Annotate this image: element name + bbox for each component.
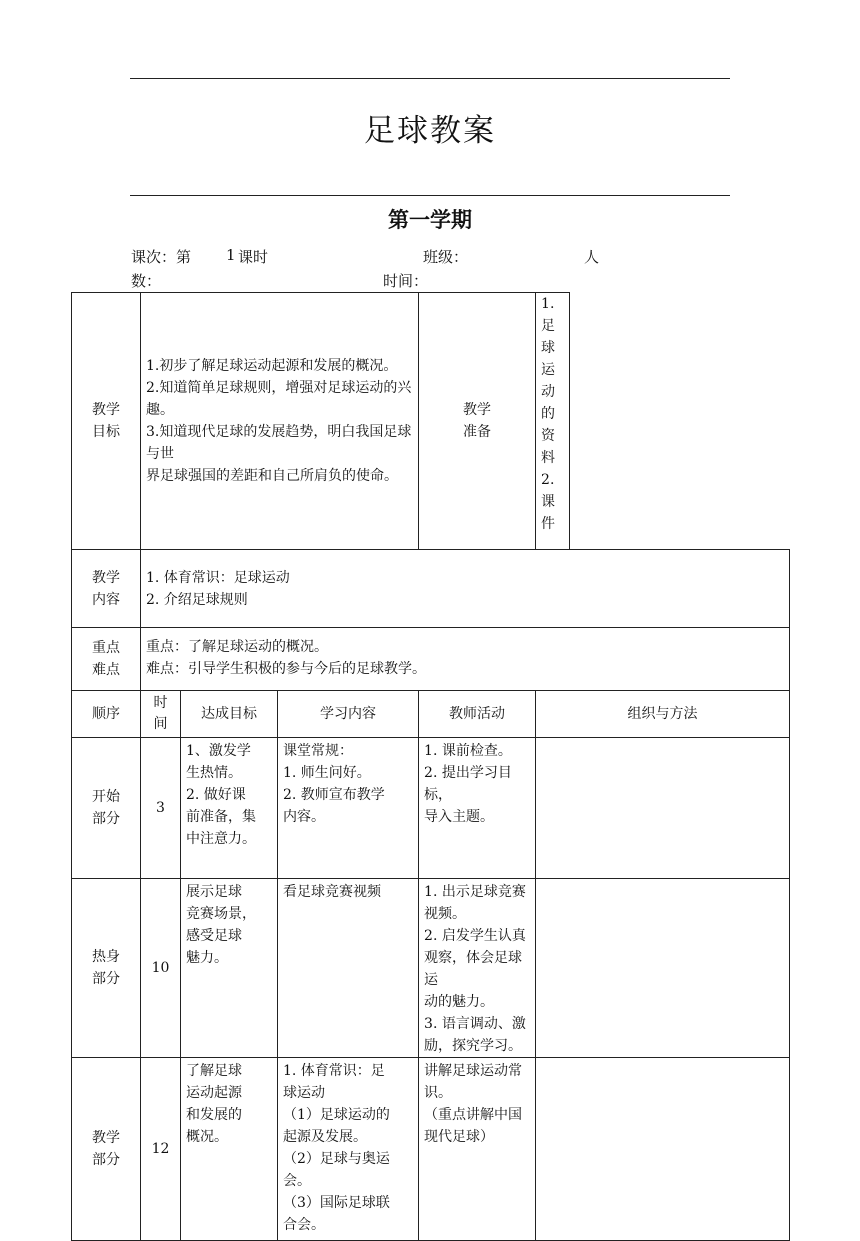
part-method: [536, 1058, 790, 1241]
part-learn: 1. 体育常识：足 球运动 （1）足球运动的 起源及发展。 （2）足球与奥运 会。 （3）国际足球联 合会。: [278, 1058, 419, 1241]
content-row: [72, 550, 790, 628]
part-method: [536, 738, 790, 879]
part-teacher: 1. 出示足球竞赛 视频。 2. 启发学生认真 观察，体会足球运 动的魅力。 3. 语言调动、激 励，探究学习。: [419, 879, 536, 1058]
key-points-text: 重点：了解足球运动的概况。 难点：引导学生积极的参与今后的足球教学。: [141, 628, 790, 691]
objectives-row: [72, 293, 790, 550]
header-teacher: 教师活动: [419, 691, 536, 738]
part-time: 10: [141, 879, 181, 1058]
time-label: 时间：: [383, 272, 429, 290]
bottom-rule: [130, 195, 730, 196]
document-title: 足球教案: [364, 113, 496, 149]
prep-label: 教学 准备: [419, 293, 536, 550]
semester-heading: 第一学期: [388, 208, 472, 232]
prep-text: 1.足球运动的资料 2. 课件: [536, 293, 570, 550]
part-time: 3: [141, 738, 181, 879]
part-label: 热身 部分: [72, 879, 141, 1058]
schedule-row-start: [72, 738, 790, 879]
lesson-unit: 课时: [238, 248, 269, 266]
part-label: 开始 部分: [72, 738, 141, 879]
content-label: 教学 内容: [72, 550, 141, 628]
header-goal: 达成目标: [181, 691, 278, 738]
schedule-row-warmup: [72, 879, 790, 1058]
part-goal: 了解足球 运动起源 和发展的 概况。: [181, 1058, 278, 1241]
header-learn: 学习内容: [278, 691, 419, 738]
part-teacher: 讲解足球运动常 识。 （重点讲解中国 现代足球）: [419, 1058, 536, 1241]
class-label: 班级：: [423, 248, 469, 266]
header-method: 组织与方法: [536, 691, 790, 738]
part-time: 12: [141, 1058, 181, 1241]
part-label: 教学 部分: [72, 1058, 141, 1241]
objectives-label: 教学 目标: [72, 293, 141, 550]
schedule-row-teaching: [72, 1058, 790, 1241]
content-text: 1. 体育常识：足球运动 2. 介绍足球规则: [141, 550, 790, 628]
objectives-text: 1.初步了解足球运动起源和发展的概况。 2.知道简单足球规则，增强对足球运动的兴趣。 3.知道现代足球的发展趋势，明白我国足球与世 界足球强国的差距和自己所肩负的使命。: [141, 293, 419, 550]
part-goal: 展示足球 竞赛场景， 感受足球 魅力。: [181, 879, 278, 1058]
people-label-a: 人: [584, 248, 600, 266]
top-rule: [130, 78, 730, 79]
lesson-plan-table: [71, 292, 790, 1241]
schedule-header-row: [72, 691, 790, 738]
part-goal: 1、激发学 生热情。 2. 做好课 前准备，集 中注意力。: [181, 738, 278, 879]
part-learn: 看足球竞赛视频: [278, 879, 419, 1058]
key-points-label: 重点 难点: [72, 628, 141, 691]
lesson-number: 1: [226, 246, 236, 264]
part-method: [536, 879, 790, 1058]
header-order: 顺序: [72, 691, 141, 738]
part-learn: 课堂常规： 1. 师生问好。 2. 教师宣布教学 内容。: [278, 738, 419, 879]
key-points-row: [72, 628, 790, 691]
part-teacher: 1. 课前检查。 2. 提出学习目标， 导入主题。: [419, 738, 536, 879]
lesson-label: 课次：第: [131, 248, 192, 266]
header-time: 时 间: [141, 691, 181, 738]
people-label-b: 数：: [131, 272, 162, 290]
